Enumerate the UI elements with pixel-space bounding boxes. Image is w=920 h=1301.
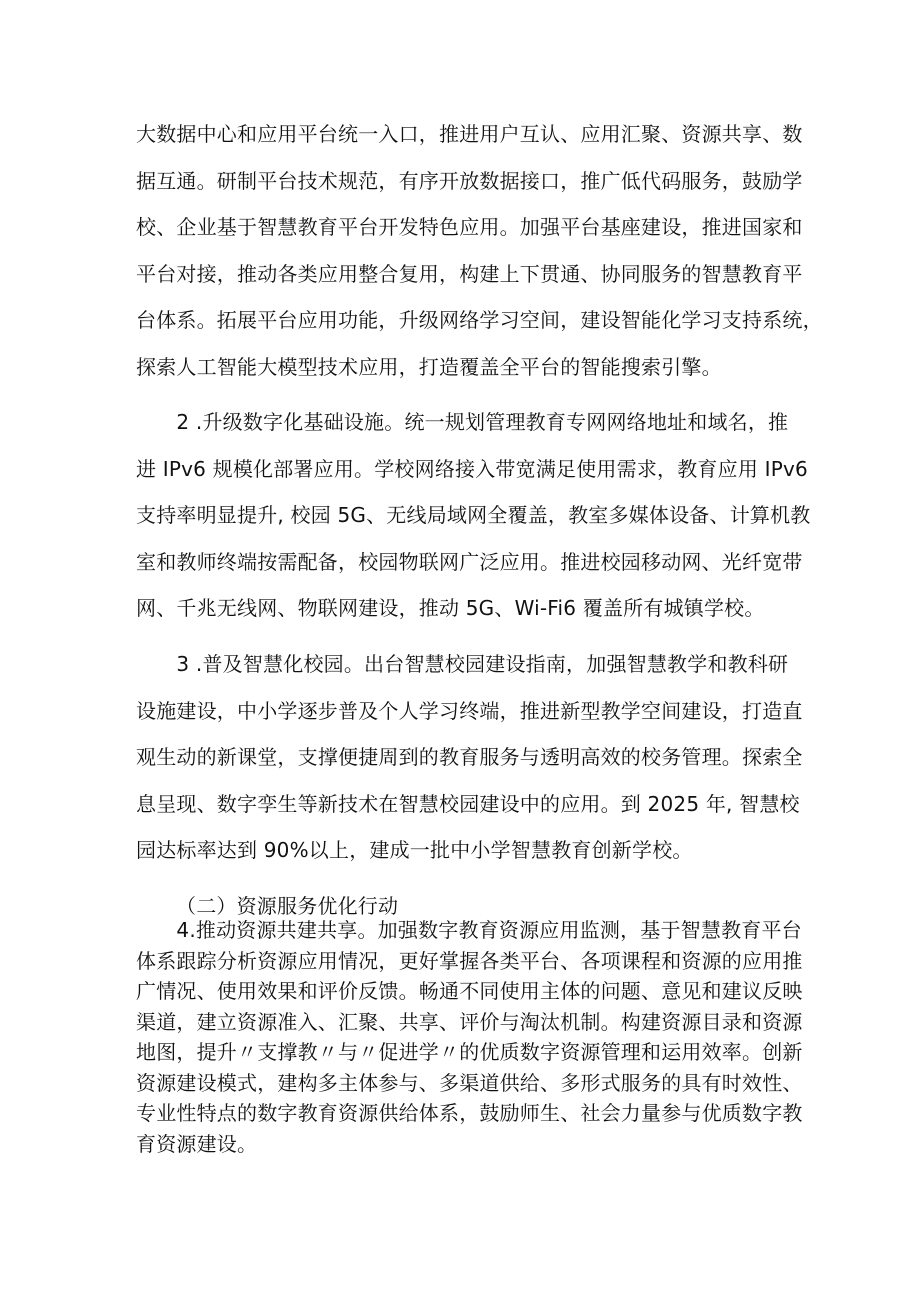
text-line: 观生动的新课堂，支撑便捷周到的教育服务与透明高效的校务管理。探索全: [136, 745, 803, 769]
text-line: 平台对接，推动各类应用整合复用，构建上下贯通、协同服务的智慧教育平: [136, 261, 803, 286]
text-line: 据互通。研制平台技术规范，有序开放数据接口，推广低代码服务，鼓励学: [136, 168, 803, 193]
paragraph-platform-integration: [136, 111, 823, 390]
text-line: 资源建设模式，建构多主体参与、多渠道供给、多形式服务的具有时效性、: [136, 1070, 803, 1095]
text-line: 2 .升级数字化基础设施。统一规划管理教育专网网络地址和域名，推: [136, 410, 789, 434]
text-line: 渠道，建立资源准入、汇聚、共享、评价与淘汰机制。构建资源目录和资源: [136, 1009, 803, 1034]
text-line: 3 .普及智慧化校园。出台智慧校园建设指南，加强智慧教学和教科研: [136, 652, 789, 676]
text-line: 支持率明显提升, 校园 5G、无线局域网全覆盖，教室多媒体设备、计算机教: [136, 503, 811, 527]
text-line: 园达标率达到 90%以上，建成一批中小学智慧教育创新学校。: [136, 838, 693, 862]
text-line: 网、千兆无线网、物联网建设，推动 5G、Wi-Fi6 覆盖所有城镇学校。: [136, 596, 765, 620]
text-line: 广情况、使用效果和评价反馈。畅通不同使用主体的问题、意见和建议反映: [136, 979, 803, 1003]
paragraph-resource-sharing: [136, 915, 803, 1159]
text-line: 设施建设，中小学逐步普及个人学习终端，推进新型教学空间建设，打造直: [136, 698, 803, 723]
paragraph-infrastructure-upgrade: [136, 399, 811, 632]
text-line: 体系跟踪分析资源应用情况，更好掌握各类平台、各项课程和资源的应用推: [136, 948, 803, 973]
text-line: 台体系。拓展平台应用功能，升级网络学习空间，建设智能化学习支持系统，: [136, 308, 823, 332]
text-line: 4.推动资源共建共享。加强数字教育资源应用监测，基于智慧教育平台: [136, 918, 802, 942]
text-line: 育资源建设。: [136, 1131, 258, 1156]
text-line: 校、企业基于智慧教育平台开发特色应用。加强平台基座建设，推进国家和: [136, 215, 803, 239]
text-line: 探索人工智能大模型技术应用，打造覆盖全平台的智能搜索引擎。: [136, 354, 722, 379]
text-line: 进 IPv6 规模化部署应用。学校网络接入带宽满足使用需求，教育应用 IPv6: [136, 456, 808, 481]
text-line: 息呈现、数字孪生等新技术在智慧校园建设中的应用。到 2025 年, 智慧校: [136, 791, 800, 816]
text-line: 室和教师终端按需配备，校园物联网广泛应用。推进校园移动网、光纤宽带: [136, 549, 803, 574]
section-heading-text: （二）资源服务优化行动: [176, 894, 399, 918]
text-line: 地图，提升〃支撑教〃与〃促进学〃的优质数字资源管理和运用效率。创新: [136, 1040, 803, 1064]
text-line: 专业性特点的数字教育资源供给体系，鼓励师生、社会力量参与优质数字教: [136, 1101, 803, 1125]
paragraph-smart-campus: [136, 641, 803, 874]
text-line: 大数据中心和应用平台统一入口，推进用户互认、应用汇聚、资源共享、数: [136, 122, 803, 146]
